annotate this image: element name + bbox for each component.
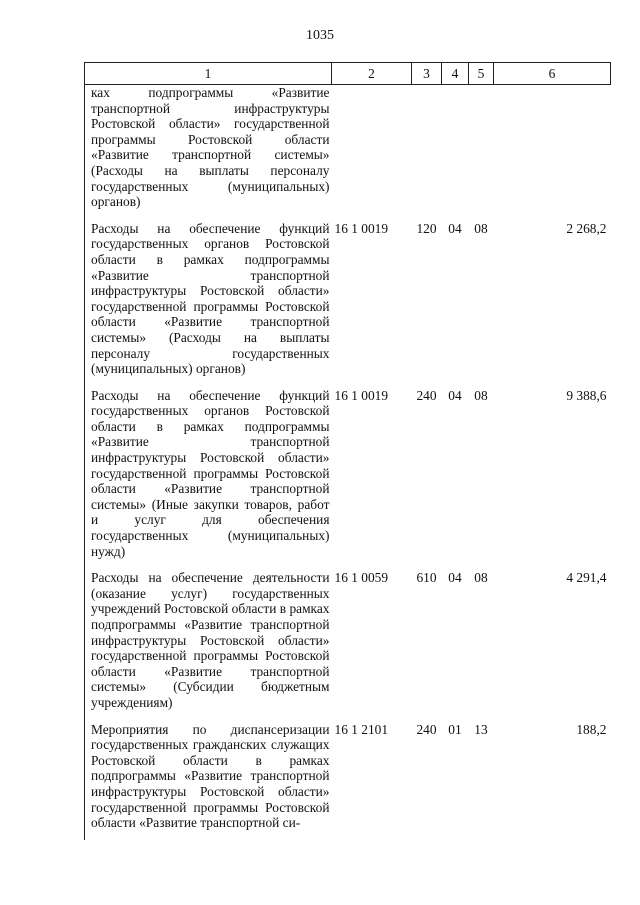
page-number: 1035 xyxy=(306,28,334,43)
target-code: 16 1 0019 xyxy=(334,387,389,403)
target-code: 16 1 2101 xyxy=(334,721,389,737)
row-description: Расходы на обеспечение функций государственных органов Ростовской области в рамках подпрограммы «Развитие транспортной инфраструктуры Ростовской области» государственной программы Ростовской области «Развитие транспортной системы» (Расходы на выплаты персоналу государственных (муниципальных) органов) xyxy=(85,219,332,386)
row-description: Мероприятия по диспансеризации государственных гражданских служащих Ростовской области в рамках подпрограммы «Развитие транспортной инфраструктуры Ростовской области» государственной программы Ростовской области «Развитие транспортной си- xyxy=(85,720,332,840)
row-description: ках подпрограммы «Развитие транспортной инфраструктуры Ростовской области» государственной программы Ростовской области «Развитие транспортной системы» (Расходы на выплаты персоналу государственных (муниципальных) органов) xyxy=(85,85,332,219)
expense-type: 240 xyxy=(416,721,437,737)
amount: 2 268,2 xyxy=(566,220,607,236)
target-code: 16 1 0059 xyxy=(334,570,389,586)
table-row xyxy=(85,568,611,719)
row-description: Расходы на обеспечение деятельности (оказание услуг) государственных учреждений Ростовской области в рамках подпрограммы «Развитие транспортной инфраструктуры Ростовской области» государственной программы Ростовской области «Развитие транспортной системы» (Субсидии бюджетным учреждениям) xyxy=(85,568,332,719)
section-code xyxy=(442,85,469,219)
header-row xyxy=(85,63,611,85)
column-header-5: 5 xyxy=(469,63,494,85)
subsection-code: 08 xyxy=(474,387,488,403)
subsection-code: 08 xyxy=(474,570,488,586)
section-code: 04 xyxy=(448,387,462,403)
column-header-2: 2 xyxy=(332,63,412,85)
amount: 9 388,6 xyxy=(566,387,607,403)
section-code: 04 xyxy=(448,570,462,586)
section-code: 01 xyxy=(448,721,462,737)
column-header-4: 4 xyxy=(442,63,469,85)
table-row xyxy=(85,85,611,219)
row-description: Расходы на обеспечение функций государственных органов Ростовской области в рамках подпрограммы «Развитие транспортной инфраструктуры Ростовской области» государственной программы Ростовской области «Развитие транспортной системы» (Иные закупки товаров, работ и услуг для обеспечения государственных (муниципальных) нужд) xyxy=(85,386,332,569)
subsection-code: 13 xyxy=(474,721,488,737)
table-row xyxy=(85,720,611,840)
amount xyxy=(494,85,611,219)
expense-type xyxy=(412,85,442,219)
section-code: 04 xyxy=(448,220,462,236)
expense-type: 610 xyxy=(416,570,437,586)
subsection-code: 08 xyxy=(474,220,488,236)
budget-table xyxy=(84,62,611,840)
table-row xyxy=(85,386,611,569)
expense-type: 120 xyxy=(416,220,437,236)
expense-type: 240 xyxy=(416,387,437,403)
column-header-3: 3 xyxy=(412,63,442,85)
subsection-code xyxy=(469,85,494,219)
table-row xyxy=(85,219,611,386)
amount: 4 291,4 xyxy=(566,570,607,586)
column-header-6: 6 xyxy=(494,63,611,85)
amount: 188,2 xyxy=(576,721,607,737)
column-header-1: 1 xyxy=(85,63,332,85)
target-code: 16 1 0019 xyxy=(334,220,389,236)
target-code xyxy=(332,85,412,219)
